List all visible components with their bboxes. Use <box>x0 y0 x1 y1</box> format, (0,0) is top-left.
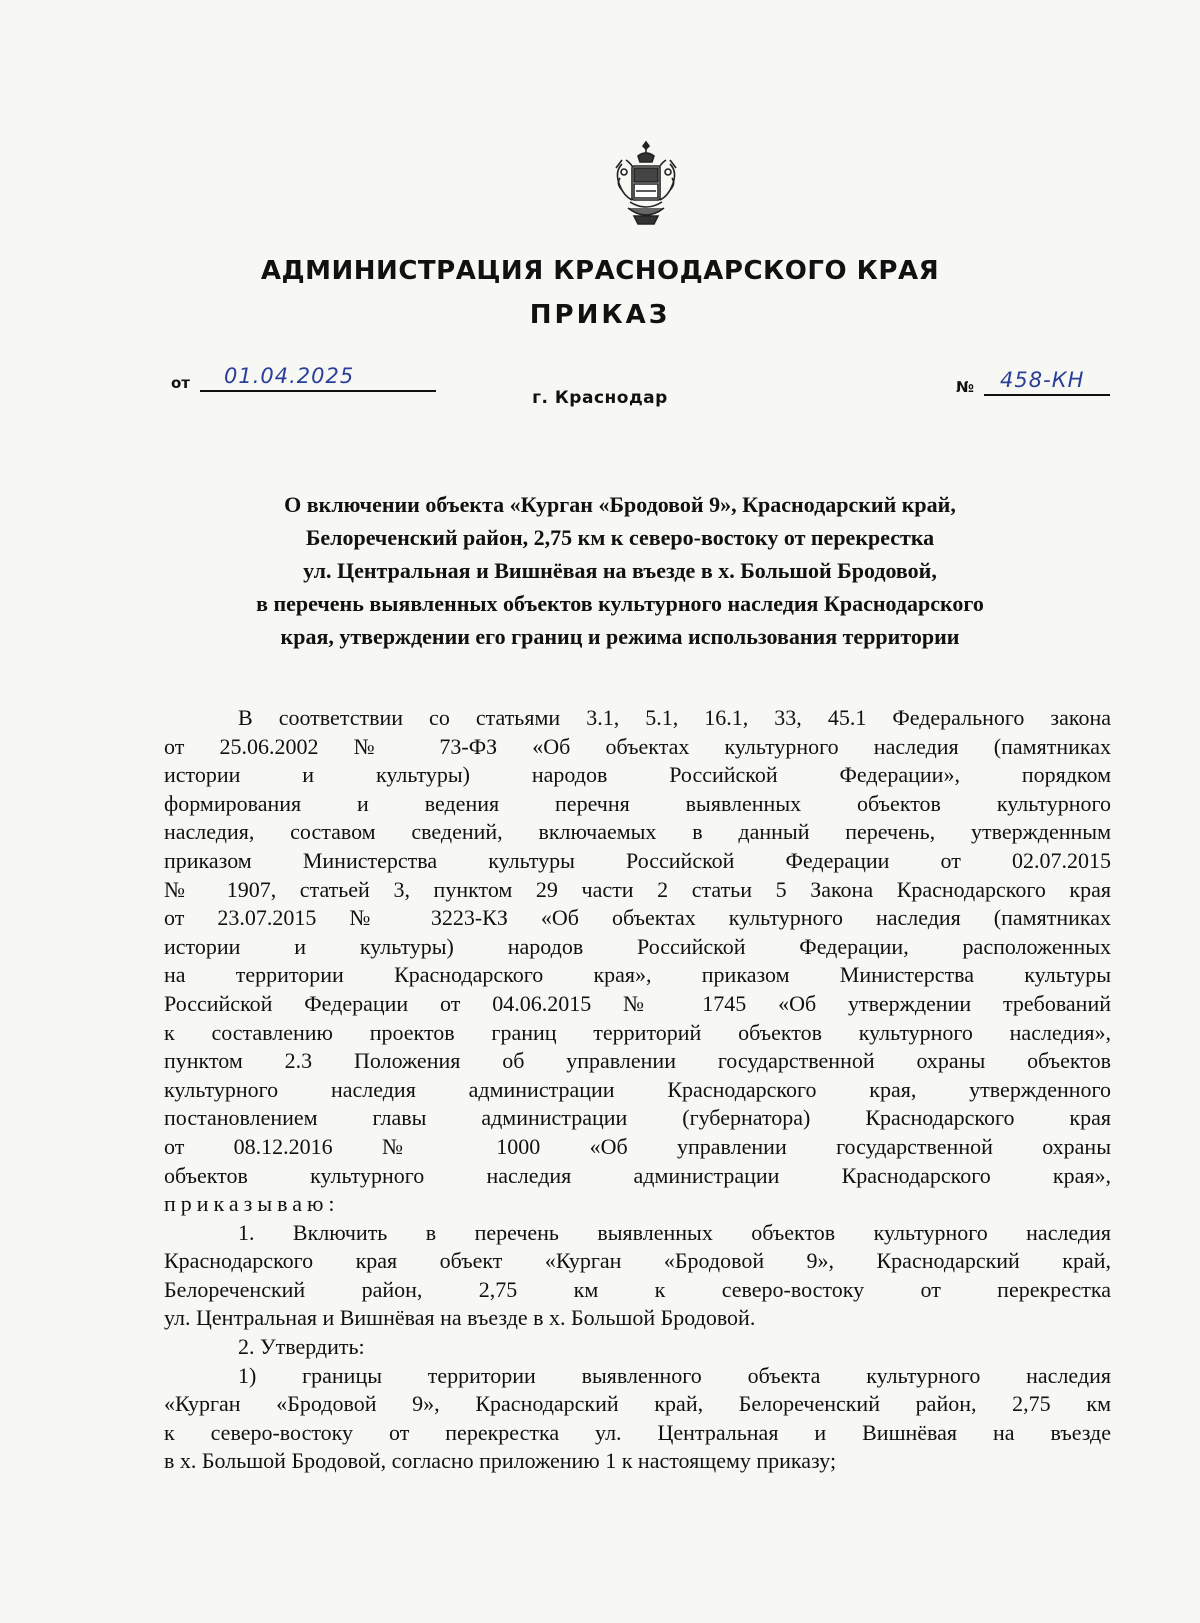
title-line: Белореченский район, 2,75 км к северо-востоку от перекрестка <box>305 525 935 550</box>
body-line: от 25.06.2002 № 73-ФЗ «Об объектах культурного наследия (памятниках <box>164 733 1111 759</box>
body-line: наследия, составом сведений, включаемых в данный перечень, утвержденным <box>164 819 1111 845</box>
body-line: пунктом 2.3 Положения об управлении государственной охраны объектов <box>164 1048 1111 1074</box>
city: г. Краснодар <box>532 388 668 408</box>
order-body <box>164 704 1111 1476</box>
body-line: на территории Краснодарского края», приказом Министерства культуры <box>164 962 1111 988</box>
body-line: Краснодарского края объект «Курган «Бродовой 9», Краснодарский край, <box>164 1248 1111 1274</box>
body-line: 1. Включить в перечень выявленных объектов культурного наследия <box>238 1219 1111 1245</box>
body-line: приказом Министерства культуры Российской Федерации от 02.07.2015 <box>164 847 1111 873</box>
body-line: № 1907, статьей 3, пунктом 29 части 2 статьи 5 Закона Краснодарского края <box>164 876 1111 902</box>
date-label: от <box>171 374 190 392</box>
body-line: от 08.12.2016 № 1000 «Об управлении государственной охраны <box>164 1133 1111 1159</box>
title-line: ул. Центральная и Вишнёвая на въезде в х. Большой Бродовой, <box>303 558 937 583</box>
order-title <box>150 488 1090 653</box>
title-line: края, утверждении его границ и режима использования территории <box>280 624 960 649</box>
body-line: формирования и ведения перечня выявленных объектов культурного <box>164 790 1111 816</box>
body-line: культурного наследия администрации Краснодарского края, утвержденного <box>164 1076 1111 1102</box>
organization-name: АДМИНИСТРАЦИЯ КРАСНОДАРСКОГО КРАЯ <box>260 256 940 286</box>
number-label: № <box>956 378 975 396</box>
body-line: 2. Утвердить: <box>238 1334 365 1360</box>
krasnodar-coat-of-arms-emblem <box>612 138 680 230</box>
body-line: В соответствии со статьями 3.1, 5.1, 16.1, 33, 45.1 Федерального закона <box>238 705 1111 730</box>
body-line: 1) границы территории выявленного объекта культурного наследия <box>238 1362 1111 1388</box>
body-line: ул. Центральная и Вишнёвая на въезде в х. Большой Бродовой. <box>164 1305 756 1331</box>
body-line: объектов культурного наследия администрации Краснодарского края», <box>164 1162 1111 1188</box>
body-line: к северо-востоку от перекрестка ул. Центральная и Вишнёвая на въезде <box>164 1419 1111 1445</box>
body-line: от 23.07.2015 № 3223-КЗ «Об объектах культурного наследия (памятниках <box>164 905 1111 931</box>
document-type: ПРИКАЗ <box>529 300 671 330</box>
body-line: к составлению проектов границ территорий объектов культурного наследия», <box>164 1019 1111 1045</box>
title-line: в перечень выявленных объектов культурного наследия Краснодарского <box>256 591 984 616</box>
body-line: истории и культуры) народов Российской Федерации», порядком <box>164 762 1111 788</box>
body-line: Белореченский район, 2,75 км к северо-востоку от перекрестка <box>164 1276 1111 1302</box>
body-line: в х. Большой Бродовой, согласно приложению 1 к настоящему приказу; <box>164 1448 837 1474</box>
title-line: О включении объекта «Курган «Бродовой 9», Краснодарский край, <box>284 492 956 517</box>
body-line: истории и культуры) народов Российской Федерации, расположенных <box>164 933 1111 959</box>
body-line: постановлением главы администрации (губернатора) Краснодарского края <box>164 1105 1111 1131</box>
date-value: 01.04.2025 <box>224 364 355 388</box>
body-line: «Курган «Бродовой 9», Краснодарский край, Белореченский район, 2,75 км <box>164 1391 1111 1417</box>
body-line: приказываю: <box>164 1191 340 1217</box>
body-line: Российской Федерации от 04.06.2015 № 1745 «Об утверждении требований <box>164 990 1111 1016</box>
number-value: 458-КН <box>1000 368 1085 392</box>
